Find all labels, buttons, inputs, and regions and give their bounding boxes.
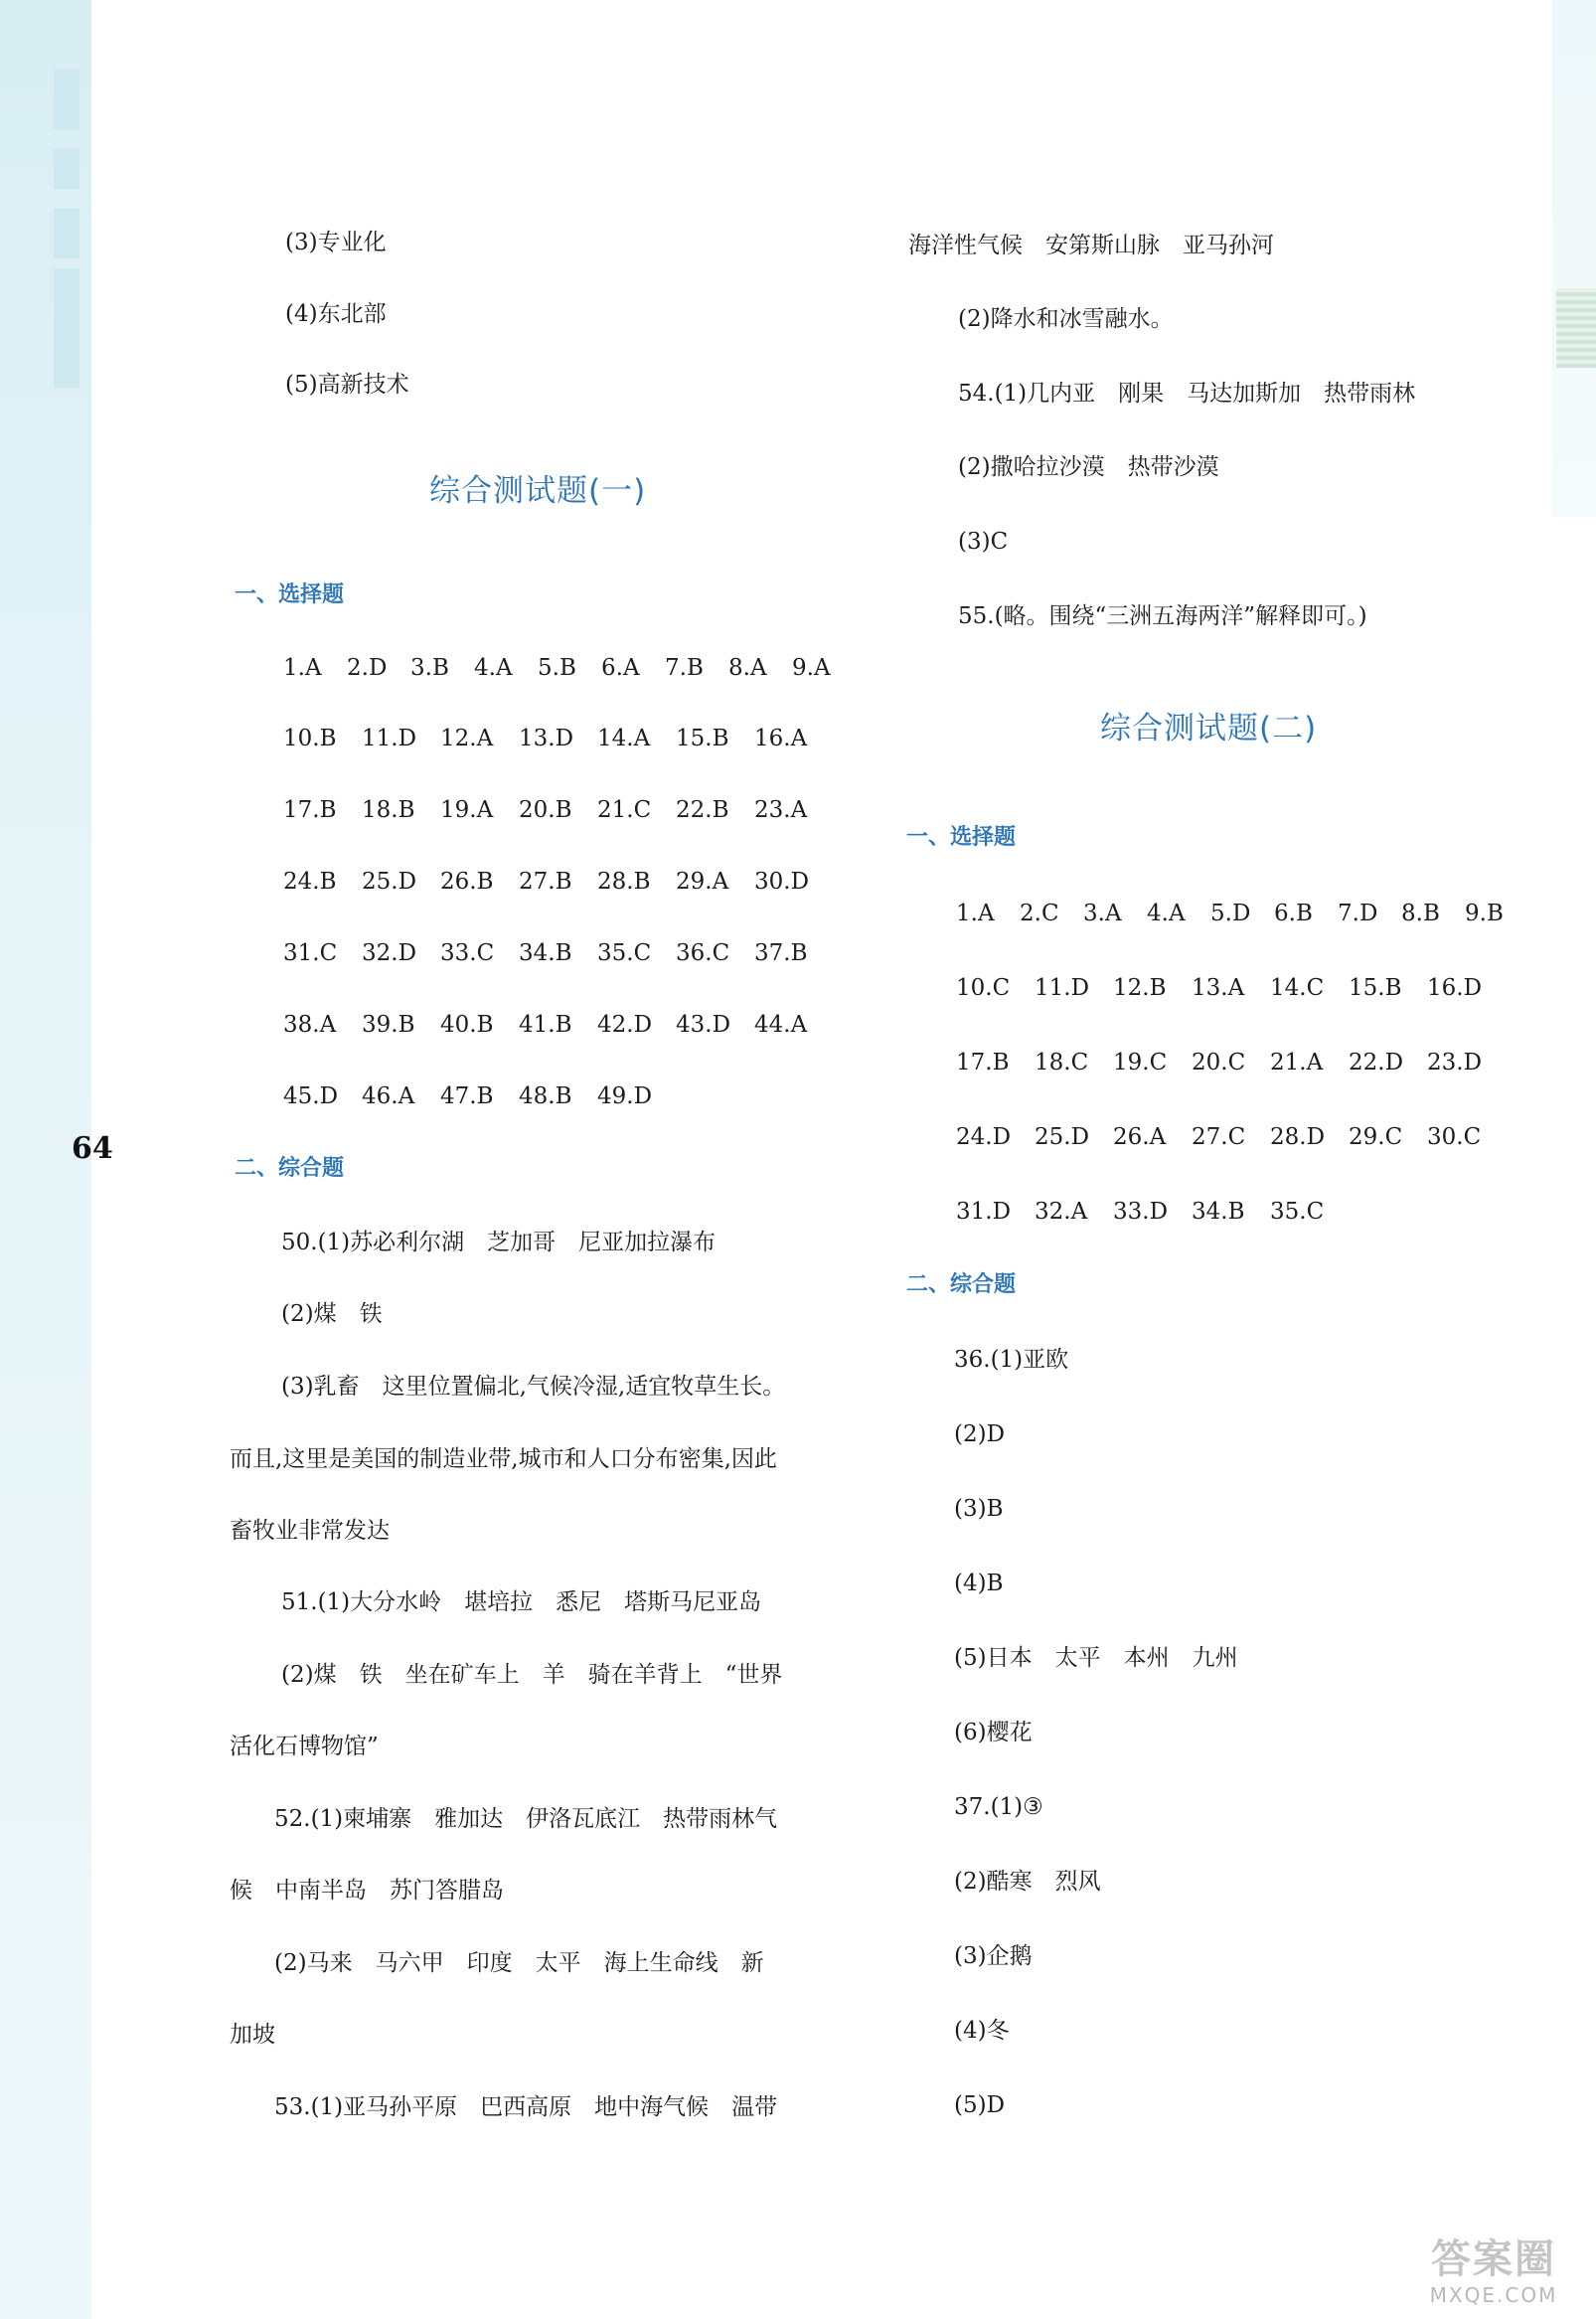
answer-cell: 9.A: [792, 655, 831, 681]
answer-cell: 26.A: [1113, 1124, 1167, 1150]
answer-cell: 24.D: [956, 1124, 1012, 1150]
answer-cell: 33.C: [440, 940, 495, 966]
answer-cell: 3.A: [1083, 901, 1122, 926]
answer-cell: 25.D: [362, 869, 417, 895]
answer-cell: 45.D: [283, 1083, 339, 1109]
page-number: 64: [72, 1131, 113, 1166]
answer-cell: 11.D: [1035, 975, 1090, 1001]
answer-cell: 24.B: [283, 869, 337, 895]
answer-cell: 3.B: [410, 655, 449, 681]
answer-cell: 20.B: [519, 797, 572, 823]
answer-row: [956, 1122, 1506, 1152]
test-title-1: 综合测试题(一): [429, 473, 647, 509]
answer-cell: 14.C: [1270, 975, 1325, 1001]
answer-cell: 27.B: [519, 869, 572, 895]
answer-cell: 28.D: [1270, 1124, 1326, 1150]
answer-line: 海洋性气候 安第斯山脉 亚马孙河: [908, 233, 1274, 258]
answer-line: (4)冬: [954, 2018, 1010, 2044]
answer-cell: 21.C: [597, 797, 652, 823]
answer-cell: 37.B: [754, 940, 808, 966]
answer-cell: 13.A: [1192, 975, 1245, 1001]
answer-cell: 44.A: [754, 1012, 808, 1038]
section-heading-comprehensive: 二、综合题: [906, 1272, 1017, 1297]
answer-cell: 18.B: [362, 797, 415, 823]
answer-cell: 10.B: [283, 726, 337, 751]
answer-cell: 43.D: [676, 1012, 731, 1038]
answer-cell: 29.A: [676, 869, 729, 895]
answer-cell: 6.A: [601, 655, 640, 681]
watermark-logo: [1399, 2236, 1588, 2313]
answer-line: 而且,这里是美国的制造业带,城市和人口分布密集,因此: [230, 1446, 777, 1472]
answer-row: [283, 938, 833, 968]
answer-line: (3)B: [954, 1496, 1004, 1522]
answer-cell: 26.B: [440, 869, 494, 895]
answer-cell: 12.A: [440, 726, 494, 751]
answer-cell: 2.C: [1020, 901, 1059, 926]
answer-row: [283, 653, 856, 683]
answer-cell: 39.B: [362, 1012, 415, 1038]
answer-cell: 4.A: [474, 655, 513, 681]
answer-line: 54.(1)几内亚 刚果 马达加斯加 热带雨林: [958, 381, 1416, 407]
answer-row: [956, 973, 1506, 1003]
answer-cell: 15.B: [676, 726, 729, 751]
answer-row: [283, 724, 833, 753]
answer-line: (2)撒哈拉沙漠 热带沙漠: [958, 454, 1219, 480]
right-margin-strip: [1552, 0, 1596, 517]
answer-cell: 31.C: [283, 940, 338, 966]
answer-line: 53.(1)亚马孙平原 巴西高原 地中海气候 温带: [274, 2094, 778, 2120]
answer-cell: 30.C: [1427, 1124, 1482, 1150]
answer-line: 活化石博物馆”: [230, 1734, 379, 1759]
answer-line: (5)D: [954, 2092, 1006, 2118]
answer-line: (4)东北部: [285, 301, 387, 327]
answer-cell: 12.B: [1113, 975, 1167, 1001]
answer-cell: 16.D: [1427, 975, 1483, 1001]
answer-cell: 22.B: [676, 797, 729, 823]
answer-cell: 38.A: [283, 1012, 337, 1038]
answer-line: 候 中南半岛 苏门答腊岛: [230, 1878, 504, 1904]
answer-cell: 17.B: [956, 1050, 1010, 1076]
answer-row: [956, 1048, 1506, 1077]
answer-cell: 22.D: [1349, 1050, 1404, 1076]
answer-line: (2)煤 铁 坐在矿车上 羊 骑在羊背上 “世界: [281, 1662, 783, 1688]
watermark-text: 答案圈: [1431, 2236, 1556, 2282]
answer-cell: 23.A: [754, 797, 808, 823]
answer-cell: 5.B: [538, 655, 576, 681]
answer-cell: 15.B: [1349, 975, 1402, 1001]
answer-cell: 27.C: [1192, 1124, 1246, 1150]
margin-tab: [1556, 288, 1596, 368]
answer-cell: 35.C: [1270, 1199, 1325, 1225]
answer-line: (3)乳畜 这里位置偏北,气候冷湿,适宜牧草生长。: [281, 1374, 786, 1400]
margin-block: [54, 268, 80, 388]
answer-cell: 18.C: [1035, 1050, 1089, 1076]
answer-cell: 6.B: [1274, 901, 1313, 926]
answer-cell: 48.B: [519, 1083, 572, 1109]
answer-cell: 7.D: [1338, 901, 1378, 926]
answer-cell: 13.D: [519, 726, 574, 751]
answer-cell: 8.A: [728, 655, 767, 681]
margin-block: [54, 70, 80, 129]
answer-cell: 32.D: [362, 940, 417, 966]
answer-cell: 11.D: [362, 726, 417, 751]
answer-cell: 31.D: [956, 1199, 1012, 1225]
margin-block: [54, 209, 80, 258]
answer-line: (3)专业化: [285, 230, 387, 255]
test-title-2: 综合测试题(二): [1100, 711, 1318, 746]
answer-line: (2)D: [954, 1421, 1006, 1447]
answer-row: [283, 867, 833, 897]
answer-cell: 19.C: [1113, 1050, 1168, 1076]
answer-line: (5)日本 太平 本州 九州: [954, 1645, 1238, 1671]
answer-line: 50.(1)苏必利尔湖 芝加哥 尼亚加拉瀑布: [281, 1230, 717, 1255]
answer-cell: 16.A: [754, 726, 808, 751]
answer-cell: 32.A: [1035, 1199, 1088, 1225]
answer-cell: 21.A: [1270, 1050, 1324, 1076]
answer-line: (3)C: [958, 529, 1009, 555]
answer-line: 36.(1)亚欧: [954, 1347, 1069, 1373]
answer-line: (6)樱花: [954, 1720, 1033, 1745]
answer-cell: 33.D: [1113, 1199, 1169, 1225]
answer-cell: 29.C: [1349, 1124, 1403, 1150]
answer-row: [956, 899, 1528, 928]
section-heading-choice: 一、选择题: [906, 825, 1017, 850]
answer-line: (4)B: [954, 1571, 1004, 1596]
answer-cell: 1.A: [956, 901, 995, 926]
answer-cell: 47.B: [440, 1083, 494, 1109]
answer-line: (2)煤 铁: [281, 1301, 383, 1327]
answer-line: 37.(1)③: [954, 1794, 1043, 1820]
answer-line: 加坡: [230, 2022, 275, 2048]
answer-cell: 1.A: [283, 655, 322, 681]
answer-row: [956, 1197, 1349, 1227]
answer-cell: 34.B: [1192, 1199, 1245, 1225]
answer-cell: 28.B: [597, 869, 651, 895]
answer-cell: 19.A: [440, 797, 494, 823]
answer-cell: 7.B: [665, 655, 704, 681]
answer-row: [283, 1081, 676, 1111]
answer-cell: 23.D: [1427, 1050, 1483, 1076]
answer-row: [283, 795, 833, 825]
answer-cell: 42.D: [597, 1012, 653, 1038]
answer-line: 52.(1)柬埔寨 雅加达 伊洛瓦底江 热带雨林气: [274, 1806, 778, 1832]
answer-line: 55.(略。围绕“三洲五海两洋”解释即可。): [958, 603, 1367, 629]
answer-cell: 36.C: [676, 940, 730, 966]
answer-line: (3)企鹅: [954, 1943, 1033, 1969]
answer-cell: 17.B: [283, 797, 337, 823]
answer-cell: 4.A: [1147, 901, 1186, 926]
answer-line: 51.(1)大分水岭 堪培拉 悉尼 塔斯马尼亚岛: [281, 1589, 762, 1615]
answer-cell: 34.B: [519, 940, 572, 966]
watermark-url: MXQE.COM: [1429, 2283, 1558, 2307]
section-heading-comprehensive: 二、综合题: [235, 1156, 345, 1181]
answer-cell: 25.D: [1035, 1124, 1090, 1150]
answer-cell: 30.D: [754, 869, 810, 895]
answer-row: [283, 1010, 833, 1040]
answer-cell: 8.B: [1401, 901, 1440, 926]
section-heading-choice: 一、选择题: [235, 582, 345, 607]
answer-line: 畜牧业非常发达: [230, 1518, 390, 1544]
answer-line: (5)高新技术: [285, 372, 409, 398]
answer-line: (2)酷寒 烈风: [954, 1869, 1101, 1895]
answer-cell: 2.D: [347, 655, 388, 681]
answer-cell: 5.D: [1210, 901, 1251, 926]
answer-cell: 14.A: [597, 726, 651, 751]
answer-cell: 35.C: [597, 940, 652, 966]
answer-cell: 20.C: [1192, 1050, 1246, 1076]
answer-cell: 40.B: [440, 1012, 494, 1038]
answer-cell: 41.B: [519, 1012, 572, 1038]
answer-cell: 46.A: [362, 1083, 415, 1109]
answer-cell: 10.C: [956, 975, 1011, 1001]
answer-cell: 9.B: [1465, 901, 1504, 926]
answer-line: (2)降水和冰雪融水。: [958, 306, 1174, 332]
margin-block: [54, 149, 80, 189]
answer-line: (2)马来 马六甲 印度 太平 海上生命线 新: [274, 1950, 764, 1976]
answer-cell: 49.D: [597, 1083, 653, 1109]
